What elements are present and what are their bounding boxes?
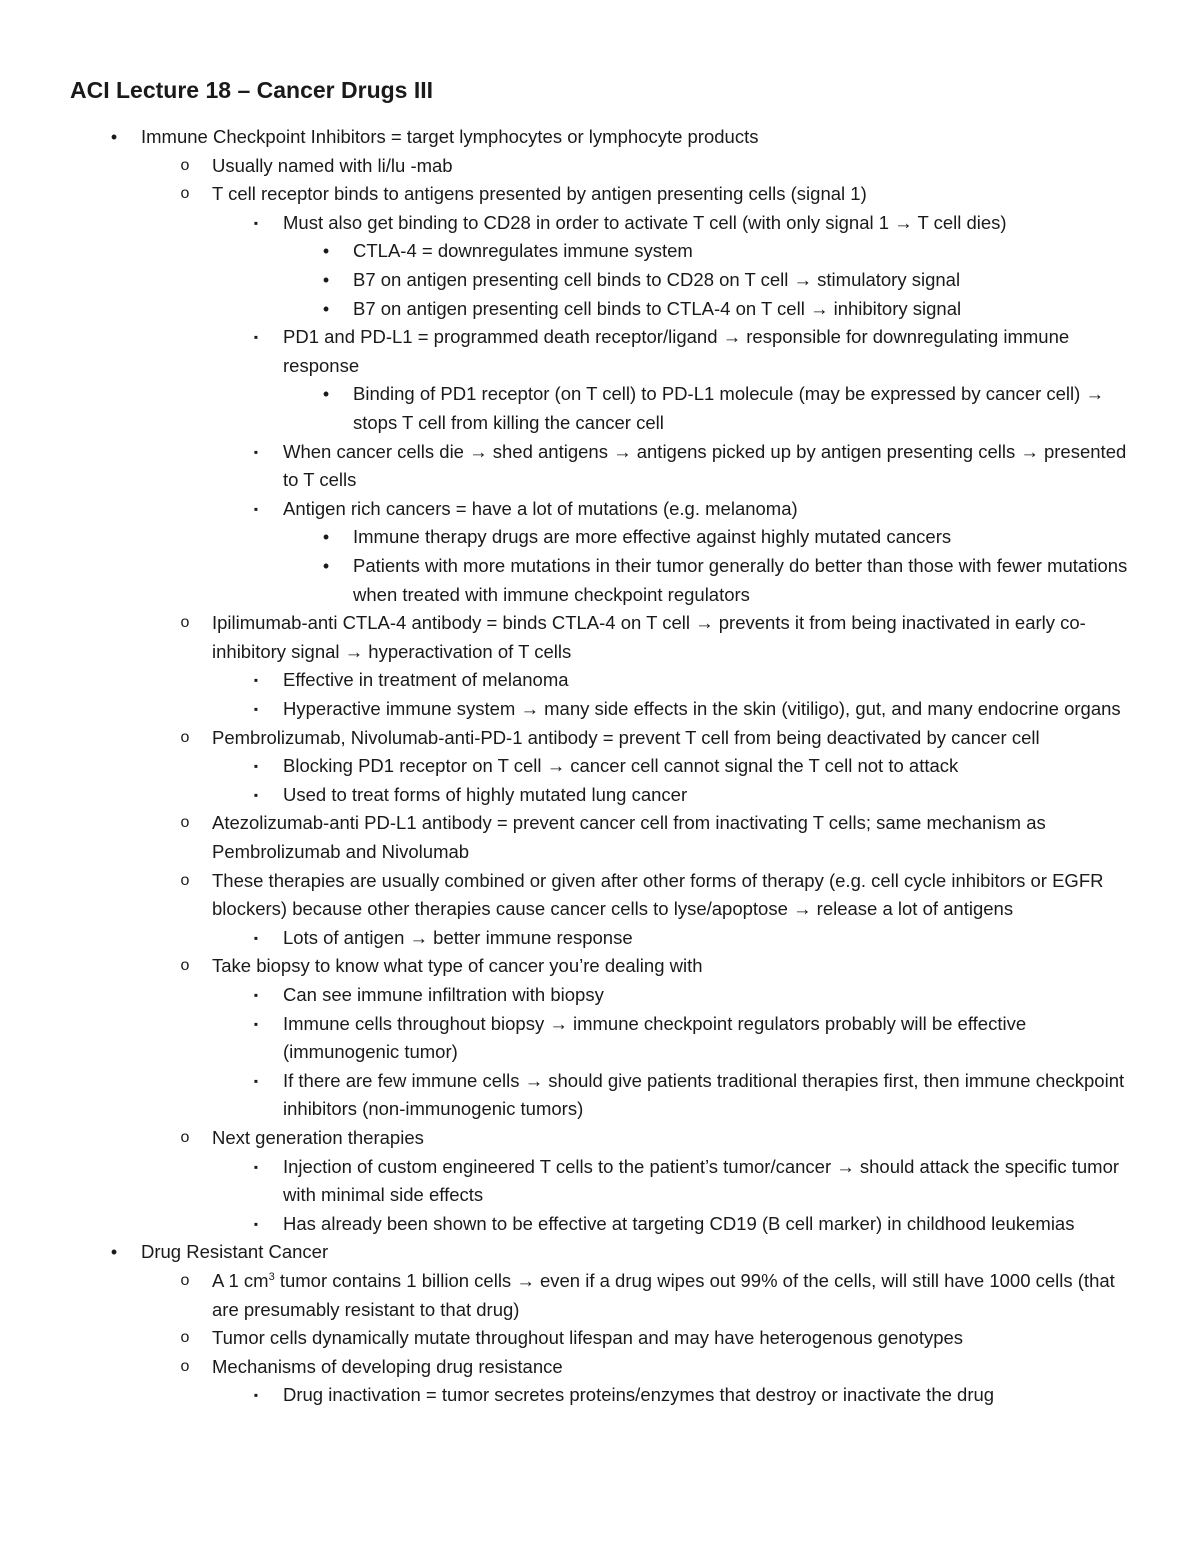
list-item [322, 523, 1143, 552]
text-part: A 1 cm [212, 1270, 269, 1291]
bullet-marker: o [180, 728, 190, 746]
list-item-text: B7 on antigen presenting cell binds to CTLA-4 on T cell → inhibitory signal [353, 297, 962, 319]
bullet-marker: ▪ [253, 759, 259, 774]
bullet-marker: • [322, 556, 330, 576]
list-item-text: Next generation therapies [212, 1127, 424, 1148]
list-item [322, 237, 1143, 266]
list-item [253, 924, 1143, 953]
list-item-text: Antigen rich cancers = have a lot of mutations (e.g. melanoma) [283, 497, 798, 519]
list-item [180, 952, 1142, 981]
bullet-marker: • [322, 298, 330, 319]
bullet-marker: o [180, 814, 190, 832]
bullet-marker: ▪ [253, 673, 259, 688]
list-item-text: CTLA-4 = downregulates immune system [353, 240, 693, 262]
list-item [110, 123, 1141, 152]
list-item-text: Drug Resistant Cancer [141, 1241, 329, 1263]
bullet-marker: o [180, 1329, 190, 1347]
list-item-text: If there are few immune cells → should give patients traditional therapies first, then immune checkpoint inhibitors (non-immunogenic tumors) [283, 1069, 1125, 1120]
list-item [253, 1153, 1143, 1210]
bullet-marker: ▪ [253, 1159, 259, 1174]
list-item-text: Immune therapy drugs are more effective against highly mutated cancers [353, 526, 952, 548]
list-item [180, 180, 1142, 209]
list-item [180, 867, 1142, 924]
bullet-marker: ▪ [253, 1016, 259, 1031]
list-item [253, 438, 1143, 495]
bullet-marker: ▪ [253, 501, 259, 516]
list-item [180, 609, 1142, 666]
bullet-marker: ▪ [253, 215, 259, 230]
list-item [253, 752, 1143, 781]
list-item [322, 266, 1143, 295]
list-item-text: T cell receptor binds to antigens presented by antigen presenting cells (signal 1) [212, 183, 867, 205]
list-item-text: When cancer cells die → shed antigens → antigens picked up by antigen presenting cells → presented to T cells [283, 440, 1127, 491]
bullet-marker: o [180, 185, 190, 203]
list-item-text: Hyperactive immune system → many side effects in the skin (vitiligo), gut, and many endocrine organs [283, 698, 1121, 719]
list-item [322, 552, 1143, 609]
list-item [180, 1267, 1142, 1324]
list-item-text: Blocking PD1 receptor on T cell → cancer cell cannot signal the T cell not to attack [283, 755, 959, 777]
list-item-text: Immune Checkpoint Inhibitors = target lymphocytes or lymphocyte products [141, 126, 759, 147]
list-item [253, 1381, 1143, 1410]
bullet-marker: o [180, 1129, 190, 1146]
document-title: ACI Lecture 18 – Cancer Drugs III [70, 77, 434, 103]
list-item-text: Effective in treatment of melanoma [283, 669, 569, 691]
list-item [322, 295, 1143, 324]
list-item-text: Take biopsy to know what type of cancer you’re dealing with [212, 955, 703, 977]
bullet-marker: ▪ [253, 930, 259, 945]
list-item-text: Ipilimumab-anti CTLA-4 antibody = binds CTLA-4 on T cell → prevents it from being inactivated in early co-inhibitory signal → hyperactivation of T cells [212, 612, 1086, 662]
list-item-text: Drug inactivation = tumor secretes proteins/enzymes that destroy or inactivate the drug [283, 1384, 995, 1406]
bullet-marker: o [180, 871, 190, 889]
list-item [322, 380, 1143, 437]
bullet-marker: o [180, 957, 190, 975]
list-item [180, 152, 1142, 181]
bullet-marker: • [322, 527, 330, 548]
bullet-marker: ▪ [253, 702, 259, 716]
list-item [253, 1010, 1143, 1067]
list-item [180, 809, 1142, 866]
list-item-text: Immune cells throughout biopsy → immune checkpoint regulators probably will be effective (immunogenic tumor) [283, 1012, 1027, 1063]
list-item-text: Tumor cells dynamically mutate throughout lifespan and may have heterogenous genotypes [212, 1327, 964, 1349]
text-part: tumor contains 1 billion cells → even if a drug wipes out 99% of the cells, will still have 1000 cells (that are presumably resistant to that drug) [212, 1270, 1115, 1320]
list-item-text: Patients with more mutations in their tumor generally do better than those with fewer mutations when treated with immune checkpoint regulators [353, 555, 1128, 605]
list-item-text: These therapies are usually combined or given after other forms of therapy (e.g. cell cycle inhibitors or EGFR blockers) because other therapies cause cancer cells to lyse/apoptose → release a lot of antigens [212, 869, 1104, 920]
bullet-marker: o [180, 614, 190, 632]
superscript: 3 [268, 1270, 275, 1283]
bullet-marker: o [180, 156, 190, 174]
list-item [180, 724, 1142, 753]
list-item [180, 1353, 1142, 1382]
bullet-marker: o [180, 1357, 190, 1375]
bullet-marker: ▪ [253, 1388, 259, 1403]
list-item-text: Mechanisms of developing drug resistance [212, 1355, 563, 1377]
list-item-text [212, 1267, 1142, 1324]
bullet-marker: ▪ [253, 988, 259, 1002]
bullet-marker: ▪ [253, 787, 259, 802]
list-item [253, 781, 1143, 810]
bullet-marker: • [322, 270, 330, 290]
list-item [253, 1210, 1143, 1239]
list-item [253, 695, 1143, 724]
list-item [180, 1324, 1142, 1353]
list-item [253, 209, 1143, 238]
list-item-text: Usually named with li/lu -mab [212, 154, 453, 176]
bullet-marker: ▪ [253, 1073, 259, 1088]
bullet-marker: • [110, 127, 118, 147]
bullet-marker: ▪ [253, 1216, 259, 1231]
list-item-text: Can see immune infiltration with biopsy [283, 984, 604, 1005]
list-item [253, 1067, 1143, 1124]
list-item-text: Used to treat forms of highly mutated lung cancer [283, 783, 688, 805]
list-item [253, 666, 1143, 695]
bullet-marker: • [322, 384, 330, 405]
bullet-marker: • [322, 241, 330, 262]
list-item-text: Binding of PD1 receptor (on T cell) to PD-L1 molecule (may be expressed by cancer cell) → stops T cell from killing the cancer cell [353, 383, 1104, 433]
list-item [253, 323, 1143, 380]
list-item-text: PD1 and PD-L1 = programmed death receptor/ligand → responsible for downregulating immune response [283, 326, 1070, 376]
bullet-marker: ▪ [253, 444, 259, 459]
list-item-text: Lots of antigen → better immune response [283, 926, 633, 948]
bullet-marker: • [110, 1242, 118, 1263]
list-item [253, 495, 1143, 524]
bullet-marker: o [180, 1272, 190, 1289]
list-item-text: Pembrolizumab, Nivolumab-anti-PD-1 antibody = prevent T cell from being deactivated by cancer cell [212, 726, 1040, 748]
list-item-text: Atezolizumab-anti PD-L1 antibody = prevent cancer cell from inactivating T cells; same mechanism as Pembrolizumab and Nivolumab [212, 812, 1046, 862]
list-item [110, 1238, 1141, 1267]
list-item [180, 1124, 1142, 1153]
list-item-text: Must also get binding to CD28 in order to activate T cell (with only signal 1 → T cell dies) [283, 211, 1007, 233]
list-item-text: Has already been shown to be effective at targeting CD19 (B cell marker) in childhood leukemias [283, 1212, 1075, 1234]
list-item-text: Injection of custom engineered T cells to the patient’s tumor/cancer → should attack the specific tumor with minimal side effects [283, 1155, 1120, 1206]
bullet-marker: ▪ [253, 330, 259, 345]
list-item [253, 981, 1143, 1010]
list-item-text: B7 on antigen presenting cell binds to CD28 on T cell → stimulatory signal [353, 269, 961, 290]
